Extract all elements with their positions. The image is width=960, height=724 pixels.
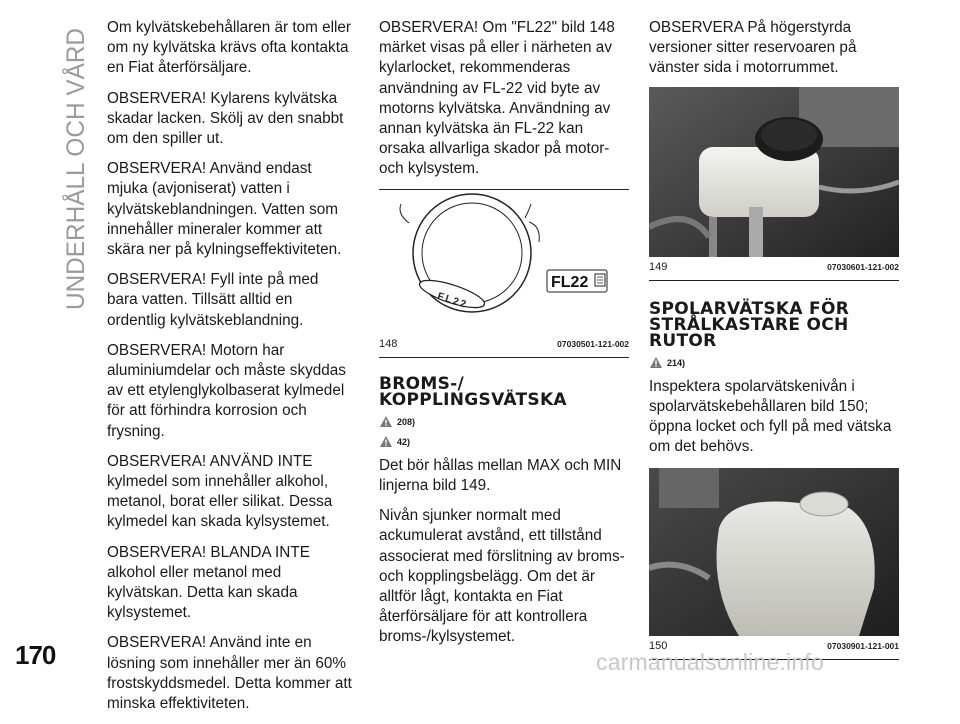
paragraph: OBSERVERA! Använd endast mjuka (avjoniserat) vatten i kylvätskeblandningen. Vatten som innehåller mineraler kommer att skära ner på kylningseffektiviteten. xyxy=(107,160,342,259)
paragraph: OBSERVERA! Fyll inte på med bara vatten. Tillsätt alltid en ordentlig kylvätskeblandning. xyxy=(107,271,319,329)
figure-number: 148 xyxy=(379,337,398,350)
watermark-text: carmanualsonline.info xyxy=(596,649,824,675)
column-2 xyxy=(379,18,629,658)
side-title-text: UNDERHÅLL OCH VÅRD xyxy=(62,20,90,310)
figure-code: 07030601-121-002 xyxy=(827,261,899,272)
caution-reference xyxy=(379,434,629,450)
warning-reference xyxy=(649,355,899,371)
paragraph: OBSERVERA På högerstyrda versioner sitter reservoaren på vänster sida i motorrummet. xyxy=(649,19,857,77)
section-heading: SPOLARVÄTSKA FÖR STRÅLKASTARE OCH RUTOR xyxy=(649,298,850,351)
brake-fluid-reservoir-image xyxy=(649,87,899,257)
paragraph: OBSERVERA! Kylarens kylvätska skadar lacken. Skölj av den snabbt om den spiller ut. xyxy=(107,89,344,148)
cap-fl22-text: FL22 xyxy=(435,290,470,311)
paragraph: OBSERVERA! BLANDA INTE alkohol eller metanol med kylvätskan. Detta kan skada kylsystemet. xyxy=(107,543,310,622)
figure-code: 07030501-121-002 xyxy=(557,338,629,349)
warning-triangle-icon xyxy=(379,415,393,428)
warning-triangle-icon xyxy=(649,356,663,369)
figure-number: 150 xyxy=(649,639,668,652)
warning-reference xyxy=(379,414,629,430)
paragraph: OBSERVERA! Om "FL22" bild 148 märket visas på eller i närheten av kylarlocket, rekommenderas användning av FL-22 vid byte av motorns kylvätska. Användning av annan kylvätska än FL-22 kan orsaka allvarliga skador på motor- och kylsystem. xyxy=(379,19,615,178)
paragraph: OBSERVERA! ANVÄND INTE kylmedel som innehåller alkohol, metanol, borat eller silikat. Dessa kylmedel kan skada kylsystemet. xyxy=(107,452,333,531)
reference-number: 208) xyxy=(397,416,416,427)
figure-149-caption xyxy=(649,257,899,281)
paragraph: Om kylvätskebehållaren är tom eller om ny kylvätska krävs ofta kontakta en Fiat återförsäljare. xyxy=(107,19,351,77)
figure-148-caption xyxy=(379,334,629,358)
reference-number: 42) xyxy=(397,436,411,447)
paragraph: OBSERVERA! Motorn har aluminiumdelar och måste skyddas av ett etylenglykolbaserat kylmedel för att förhindra korrosion och frysning. xyxy=(107,341,346,440)
figure-148 xyxy=(379,190,629,334)
figure-150-photo xyxy=(649,468,899,636)
page-number: 170 xyxy=(15,640,56,670)
paragraph: Det bör hållas mellan MAX och MIN linjerna bild 149. xyxy=(379,456,622,495)
column-1 xyxy=(107,18,353,724)
paragraph: Inspektera spolarvätskenivån i spolarvätskebehållaren bild 150; öppna locket och fyll på med vätska om det behövs. xyxy=(649,377,892,456)
column-3 xyxy=(649,18,899,660)
washer-fluid-reservoir-image xyxy=(649,468,899,636)
radiator-cap-drawing xyxy=(379,190,629,334)
fl22-badge-text: FL22 xyxy=(551,273,589,291)
reference-number: 214) xyxy=(667,357,686,368)
paragraph: OBSERVERA! Använd inte en lösning som innehåller mer än 60% frostskyddsmedel. Detta kommer att minska effektiviteten. xyxy=(107,634,352,713)
figure-149-photo xyxy=(649,87,899,257)
figure-number: 149 xyxy=(649,260,668,273)
section-heading: BROMS-/ KOPPLINGSVÄTSKA xyxy=(379,373,567,410)
section-side-title xyxy=(54,20,94,320)
caution-triangle-icon xyxy=(379,435,393,448)
figure-code: 07030901-121-001 xyxy=(827,640,899,651)
paragraph: Nivån sjunker normalt med ackumulerat avstånd, ett tillstånd associerat med förslitning av broms- och kopplingsbelägg. Om det är alltför lågt, kontakta en Fiat återförsäljare för att kontrollera broms-/kylsystemet. xyxy=(379,507,625,646)
